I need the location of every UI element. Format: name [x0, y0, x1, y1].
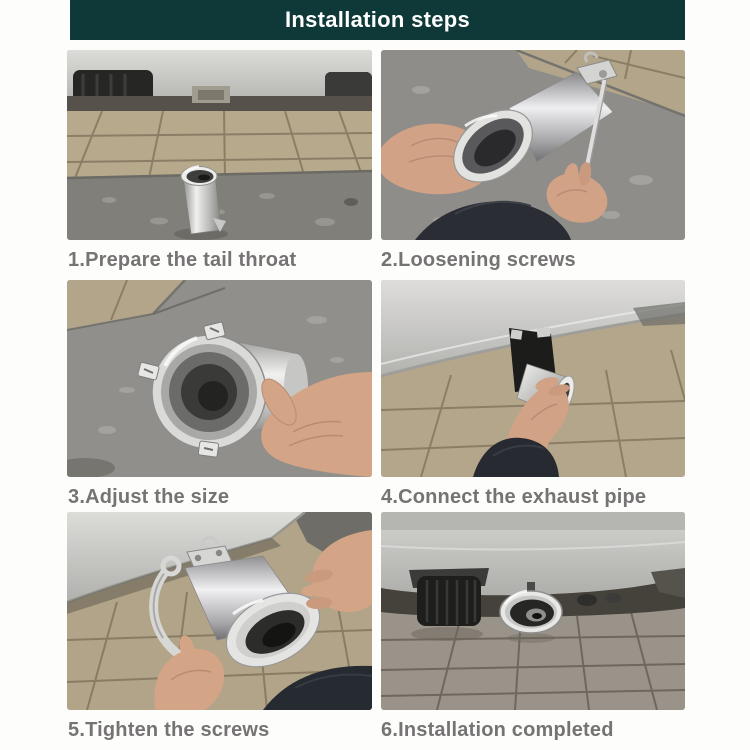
caption-step-1	[68, 240, 373, 280]
caption-step-5-text: 5.Tighten the screws	[68, 718, 270, 741]
photo-step-1	[67, 50, 372, 240]
photo-step-5	[67, 512, 372, 710]
header-bar	[70, 0, 685, 40]
photo-step-4	[381, 280, 685, 477]
photo-step-3	[67, 280, 372, 477]
installation-completed-illustration	[381, 512, 685, 710]
caption-step-3-text: 3.Adjust the size	[68, 485, 230, 508]
caption-step-2	[381, 240, 685, 280]
loosening-screws-illustration	[381, 50, 685, 240]
caption-step-6-text: 6.Installation completed	[381, 718, 614, 741]
caption-step-5	[68, 710, 373, 750]
tighten-screws-illustration	[67, 512, 372, 710]
caption-step-4-text: 4.Connect the exhaust pipe	[381, 485, 647, 508]
photo-step-2	[381, 50, 685, 240]
caption-step-2-text: 2.Loosening screws	[381, 248, 576, 271]
connect-exhaust-pipe-illustration	[381, 280, 685, 477]
caption-step-3	[68, 477, 373, 517]
caption-step-6	[381, 710, 685, 750]
page-title: Installation steps	[284, 7, 471, 32]
caption-step-1-text: 1.Prepare the tail throat	[68, 248, 297, 271]
exhaust-tip-on-ground-illustration	[67, 50, 372, 240]
adjust-size-illustration	[67, 280, 372, 477]
photo-step-6	[381, 512, 685, 710]
caption-step-4	[381, 477, 685, 517]
